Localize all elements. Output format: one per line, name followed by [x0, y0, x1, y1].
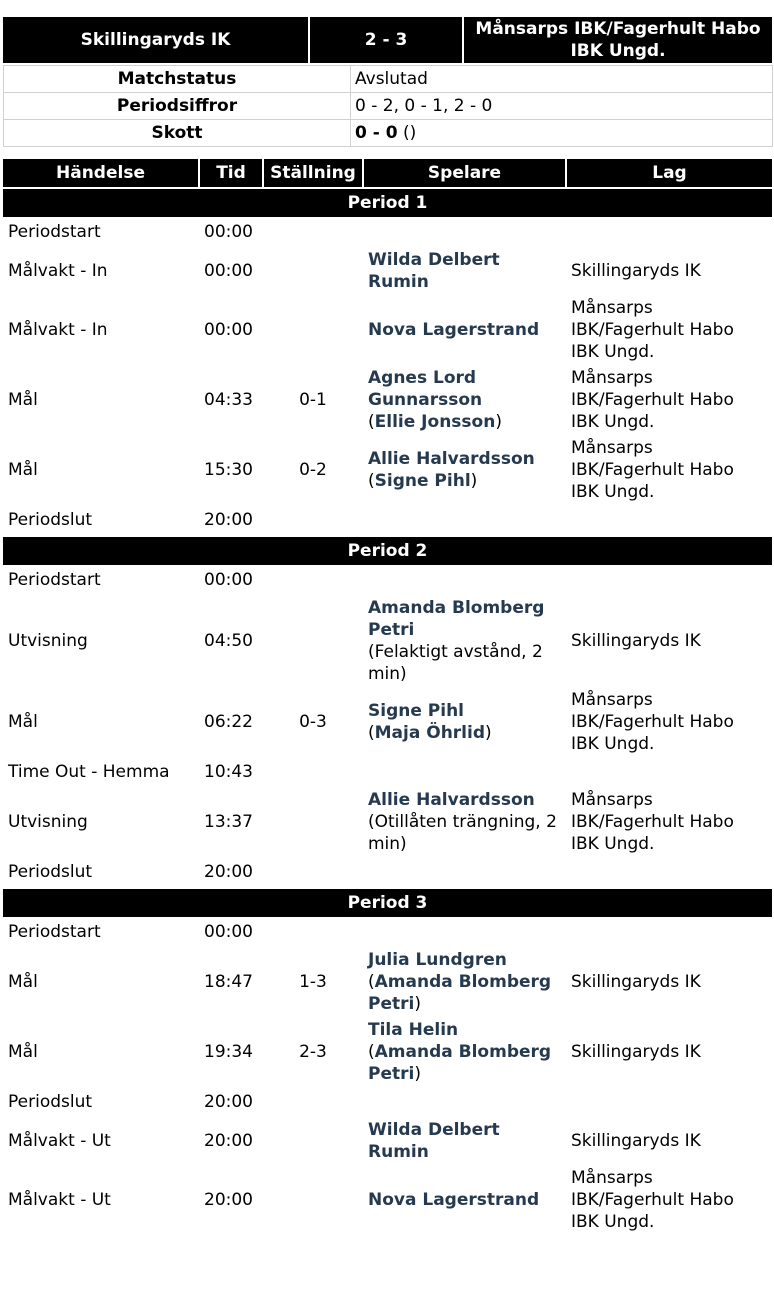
event-row — [3, 595, 772, 687]
event-row — [3, 217, 772, 247]
period-scores-label: Periodsiffror — [4, 93, 351, 120]
event-player-cell — [363, 595, 566, 687]
event-row — [3, 787, 772, 857]
event-type: Mål — [8, 1042, 38, 1062]
shots-row — [4, 120, 773, 147]
event-team: Skillingaryds IK — [571, 261, 701, 281]
event-type: Periodstart — [8, 922, 101, 942]
event-type: Mål — [8, 390, 38, 410]
event-time: 00:00 — [204, 320, 253, 340]
match-info — [3, 65, 773, 147]
assist-open-paren: ( — [368, 723, 375, 743]
event-time: 10:43 — [204, 762, 253, 782]
event-team — [566, 217, 772, 247]
event-team — [566, 565, 772, 595]
event-team: Månsarps IBK/Fagerhult Habo IBK Ungd. — [571, 298, 734, 362]
event-row — [3, 1117, 772, 1165]
player-link[interactable]: Julia Lundgren — [368, 950, 507, 970]
period-header-row — [3, 188, 772, 217]
event-row — [3, 365, 772, 435]
event-type: Periodstart — [8, 570, 101, 590]
period-title: Period 1 — [3, 188, 772, 217]
event-time: 06:22 — [204, 712, 253, 732]
period-scores-row — [4, 93, 773, 120]
col-time-header: Tid — [199, 159, 263, 188]
event-row — [3, 1017, 772, 1087]
event-standing — [263, 565, 363, 595]
event-type: Målvakt - In — [8, 261, 108, 281]
event-team: Skillingaryds IK — [571, 631, 701, 651]
event-player-cell — [363, 787, 566, 857]
event-type: Time Out - Hemma — [8, 762, 170, 782]
assist-player-link[interactable]: Amanda Blomberg Petri — [368, 1042, 552, 1084]
event-standing — [263, 917, 363, 947]
event-type: Utvisning — [8, 631, 88, 651]
event-standing: 0-1 — [299, 390, 327, 410]
assist-player-link[interactable]: Amanda Blomberg Petri — [368, 972, 552, 1014]
shots-label: Skott — [4, 120, 351, 147]
assist-close-paren: ) — [414, 994, 421, 1014]
event-player-cell — [363, 757, 566, 787]
penalty-note: (Otillåten trängning, 2 min) — [368, 812, 557, 854]
event-type: Mål — [8, 972, 38, 992]
event-team — [566, 917, 772, 947]
event-row — [3, 295, 772, 365]
event-standing — [263, 1165, 363, 1235]
assist-close-paren: ) — [495, 412, 502, 432]
event-standing: 2-3 — [299, 1042, 327, 1062]
event-team — [566, 505, 772, 536]
col-standing-header: Ställning — [263, 159, 363, 188]
player-link[interactable]: Amanda Blomberg Petri — [368, 598, 545, 640]
event-team — [566, 1087, 772, 1117]
event-team: Månsarps IBK/Fagerhult Habo IBK Ungd. — [571, 438, 734, 502]
assist-player-link[interactable]: Maja Öhrlid — [374, 723, 486, 743]
event-player-cell — [363, 947, 566, 1017]
assist-close-paren: ) — [485, 723, 492, 743]
player-link[interactable]: Nova Lagerstrand — [368, 1190, 540, 1210]
period-title: Period 3 — [3, 888, 772, 917]
event-team: Skillingaryds IK — [571, 972, 701, 992]
event-standing — [263, 1117, 363, 1165]
event-player-cell — [363, 917, 566, 947]
home-team: Skillingaryds IK — [3, 17, 309, 63]
match-status-label: Matchstatus — [4, 66, 351, 93]
assist-close-paren: ) — [414, 1064, 421, 1084]
event-player-cell — [363, 505, 566, 536]
player-link[interactable]: Wilda Delbert Rumin — [368, 1120, 500, 1162]
event-row — [3, 757, 772, 787]
player-link[interactable]: Wilda Delbert Rumin — [368, 250, 500, 292]
event-time: 20:00 — [204, 1190, 253, 1210]
assist-open-paren: ( — [368, 972, 375, 992]
assist-player-link[interactable]: Signe Pihl — [374, 471, 471, 491]
event-standing: 0-2 — [299, 460, 327, 480]
event-row — [3, 1165, 772, 1235]
event-player-cell — [363, 217, 566, 247]
event-time: 00:00 — [204, 222, 253, 242]
player-link[interactable]: Signe Pihl — [368, 701, 465, 721]
period-header-row — [3, 536, 772, 565]
event-type: Periodslut — [8, 1092, 93, 1112]
col-team-header: Lag — [566, 159, 772, 188]
assist-close-paren: ) — [470, 471, 478, 491]
event-team: Skillingaryds IK — [571, 1042, 701, 1062]
event-time: 15:30 — [204, 460, 253, 480]
match-status-value: Avslutad — [351, 66, 773, 93]
event-standing — [263, 247, 363, 295]
event-time: 13:37 — [204, 812, 253, 832]
event-team: Skillingaryds IK — [571, 1131, 701, 1151]
event-team: Månsarps IBK/Fagerhult Habo IBK Ungd. — [571, 368, 734, 432]
match-status-row — [4, 66, 773, 93]
period-scores-value: 0 - 2, 0 - 1, 2 - 0 — [351, 93, 773, 120]
event-type: Mål — [8, 460, 38, 480]
event-time: 18:47 — [204, 972, 253, 992]
event-player-cell — [363, 435, 566, 505]
event-time: 04:50 — [204, 631, 253, 651]
event-team: Månsarps IBK/Fagerhult Habo IBK Ungd. — [571, 790, 734, 854]
event-time: 00:00 — [204, 922, 253, 942]
event-player-cell — [363, 295, 566, 365]
event-row — [3, 435, 772, 505]
event-time: 20:00 — [204, 510, 253, 530]
player-link[interactable]: Allie Halvardsson — [368, 790, 535, 810]
event-time: 20:00 — [204, 1131, 253, 1151]
event-time: 19:34 — [204, 1042, 253, 1062]
event-standing — [263, 787, 363, 857]
event-team — [566, 757, 772, 787]
event-player-cell — [363, 1165, 566, 1235]
event-standing: 1-3 — [299, 972, 327, 992]
event-player-cell — [363, 1087, 566, 1117]
event-player-cell — [363, 565, 566, 595]
event-row — [3, 917, 772, 947]
event-player-cell — [363, 1117, 566, 1165]
event-time: 04:33 — [204, 390, 253, 410]
player-link[interactable]: Agnes Lord Gunnarsson — [368, 368, 483, 410]
event-type: Målvakt - In — [8, 320, 108, 340]
event-row — [3, 1087, 772, 1117]
events-body — [3, 188, 772, 1235]
event-type: Utvisning — [8, 812, 88, 832]
player-link[interactable]: Nova Lagerstrand — [368, 320, 540, 340]
events-header-row — [3, 159, 772, 188]
event-standing — [263, 757, 363, 787]
event-standing — [263, 1087, 363, 1117]
event-team: Månsarps IBK/Fagerhult Habo IBK Ungd. — [571, 690, 734, 754]
event-type: Periodslut — [8, 862, 93, 882]
event-standing — [263, 295, 363, 365]
event-standing — [263, 505, 363, 536]
event-row — [3, 857, 772, 888]
period-header-row — [3, 888, 772, 917]
event-row — [3, 247, 772, 295]
event-player-cell — [363, 857, 566, 888]
event-type: Målvakt - Ut — [8, 1131, 111, 1151]
away-team: Månsarps IBK/Fagerhult Habo IBK Ungd. — [463, 17, 772, 63]
event-standing: 0-3 — [299, 712, 327, 732]
col-player-header: Spelare — [363, 159, 566, 188]
shots-extra: () — [397, 123, 417, 143]
events-table — [3, 159, 772, 1235]
event-player-cell — [363, 365, 566, 435]
player-link[interactable]: Tila Helin — [368, 1020, 459, 1040]
event-time: 00:00 — [204, 570, 253, 590]
col-event-header: Händelse — [3, 159, 199, 188]
event-standing — [263, 217, 363, 247]
scoreboard — [3, 17, 772, 63]
penalty-note: (Felaktigt avstånd, 2 min) — [368, 642, 543, 684]
event-player-cell — [363, 247, 566, 295]
event-team — [566, 857, 772, 888]
assist-open-paren: ( — [368, 412, 375, 432]
event-standing — [263, 857, 363, 888]
event-type: Periodstart — [8, 222, 101, 242]
event-time: 20:00 — [204, 1092, 253, 1112]
shots-value: 0 - 0 — [355, 123, 398, 143]
assist-open-paren: ( — [368, 1042, 375, 1062]
period-title: Period 2 — [3, 536, 772, 565]
event-type: Mål — [8, 712, 38, 732]
event-type: Periodslut — [8, 510, 93, 530]
assist-open-paren: ( — [368, 471, 375, 491]
event-time: 20:00 — [204, 862, 253, 882]
player-link[interactable]: Allie Halvardsson — [368, 449, 535, 469]
shots-cell — [351, 120, 773, 147]
assist-player-link[interactable]: Ellie Jonsson — [374, 412, 496, 432]
event-type: Målvakt - Ut — [8, 1190, 111, 1210]
event-player-cell — [363, 1017, 566, 1087]
event-row — [3, 505, 772, 536]
match-score: 2 - 3 — [309, 17, 463, 63]
event-row — [3, 565, 772, 595]
event-player-cell — [363, 687, 566, 757]
event-row — [3, 687, 772, 757]
event-team: Månsarps IBK/Fagerhult Habo IBK Ungd. — [571, 1168, 734, 1232]
event-standing — [263, 595, 363, 687]
event-row — [3, 947, 772, 1017]
event-time: 00:00 — [204, 261, 253, 281]
